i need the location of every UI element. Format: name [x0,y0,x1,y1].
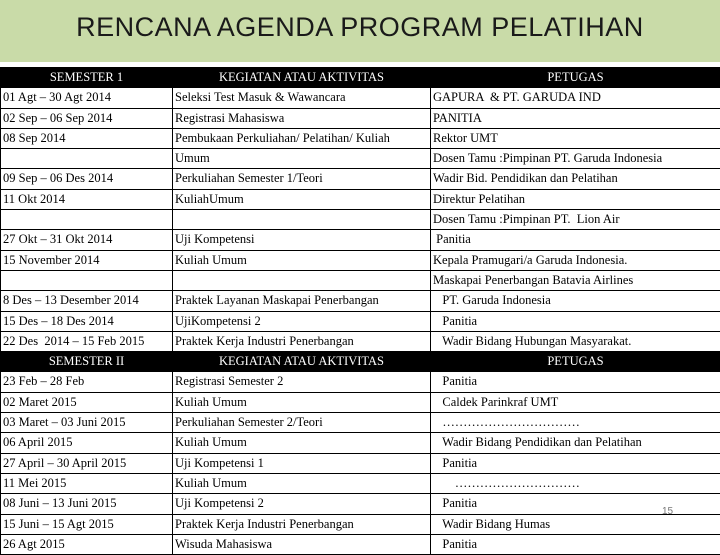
cell-text: Caldek Parinkraf UMT [433,393,718,412]
cell-text: 23 Feb – 28 Feb [3,372,170,391]
cell-text: PT. Garuda Indonesia [433,291,718,310]
cell-text: 11 Mei 2015 [3,474,170,493]
table-cell [173,270,431,290]
cell-text: …………………………… [433,413,718,432]
cell-text: PANITIA [433,109,718,128]
table-row [1,270,720,290]
cell-text: Praktek Kerja Industri Penerbangan [175,332,428,351]
table-cell [1,392,173,412]
table-cell [173,433,431,453]
table-cell [1,230,173,250]
header-cell: SEMESTER 1 [1,68,173,88]
cell-text [175,210,428,229]
cell-text: Praktek Layanan Maskapai Penerbangan [175,291,428,310]
table-cell [173,108,431,128]
cell-text: Panitia [433,494,718,513]
cell-text: Registrasi Semester 2 [175,372,428,391]
table-cell [431,210,720,230]
table-row [1,413,720,433]
cell-text: 09 Sep – 06 Des 2014 [3,169,170,188]
table-row [1,210,720,230]
table-cell [1,534,173,554]
cell-text: Umum [175,149,428,168]
cell-text: Wadir Bidang Hubungan Masyarakat. [433,332,718,351]
cell-text: 15 Juni – 15 Agt 2015 [3,515,170,534]
table-cell [431,149,720,169]
cell-text: Kuliah Umum [175,251,428,270]
table-row [1,88,720,108]
table-cell [1,88,173,108]
header-cell: SEMESTER II [1,352,173,372]
table-cell [431,291,720,311]
agenda-table [0,67,720,555]
table-cell [1,210,173,230]
table-cell [1,169,173,189]
table-cell [173,534,431,554]
table-row [1,169,720,189]
table-cell [1,433,173,453]
cell-text: 26 Agt 2015 [3,535,170,554]
cell-text: 22 Des 2014 – 15 Feb 2015 [3,332,170,351]
table-header-row [1,68,720,88]
cell-text [175,271,428,290]
table-cell [1,128,173,148]
table-row [1,453,720,473]
cell-text: Rektor UMT [433,129,718,148]
header-cell: KEGIATAN ATAU AKTIVITAS [173,68,431,88]
table-cell [431,108,720,128]
cell-text: Wadir Bidang Pendidikan dan Pelatihan [433,433,718,452]
table-cell [1,311,173,331]
cell-text [3,210,170,229]
table-cell [431,169,720,189]
cell-text [3,149,170,168]
table-row [1,291,720,311]
table-cell [1,189,173,209]
table-cell [431,514,720,534]
table-cell [431,331,720,351]
cell-text: 01 Agt – 30 Agt 2014 [3,88,170,107]
table-cell [173,413,431,433]
cell-text: Uji Kompetensi 2 [175,494,428,513]
cell-text: Wadir Bidang Humas [433,515,718,534]
cell-text: Dosen Tamu :Pimpinan PT. Garuda Indonesia [433,149,718,168]
table-cell [173,372,431,392]
table-cell [1,494,173,514]
table-cell [431,392,720,412]
table-cell [431,128,720,148]
table-cell [1,331,173,351]
table-cell [173,494,431,514]
cell-text: 02 Sep – 06 Sep 2014 [3,109,170,128]
table-cell [1,108,173,128]
cell-text: 08 Sep 2014 [3,129,170,148]
table-cell [173,392,431,412]
table-cell [1,453,173,473]
table-row [1,189,720,209]
cell-text: Uji Kompetensi 1 [175,454,428,473]
table-cell [173,291,431,311]
cell-text: KuliahUmum [175,190,428,209]
cell-text: 27 Okt – 31 Okt 2014 [3,230,170,249]
cell-text: Dosen Tamu :Pimpinan PT. Lion Air [433,210,718,229]
table-row [1,108,720,128]
table-cell [431,413,720,433]
table-cell [173,210,431,230]
table-row [1,128,720,148]
table-row [1,534,720,554]
table-cell [173,250,431,270]
table-cell [431,88,720,108]
table-row [1,149,720,169]
table-cell [431,433,720,453]
table-cell [173,189,431,209]
table-cell [431,534,720,554]
table-cell [173,128,431,148]
cell-text: Direktur Pelatihan [433,190,718,209]
cell-text: 27 April – 30 April 2015 [3,454,170,473]
header-cell: PETUGAS [431,68,720,88]
cell-text: Seleksi Test Masuk & Wawancara [175,88,428,107]
table-row [1,372,720,392]
table-row [1,311,720,331]
table-cell [1,270,173,290]
table-cell [1,372,173,392]
table-cell [173,473,431,493]
cell-text: Pembukaan Perkuliahan/ Pelatihan/ Kuliah [175,129,428,148]
cell-text: Praktek Kerja Industri Penerbangan [175,515,428,534]
cell-text: GAPURA & PT. GARUDA IND [433,88,718,107]
cell-text: 15 November 2014 [3,251,170,270]
cell-text: Wisuda Mahasiswa [175,535,428,554]
cell-text: Panitia [433,230,718,249]
table-cell [431,230,720,250]
cell-text: Kuliah Umum [175,433,428,452]
table-row [1,433,720,453]
table-row [1,250,720,270]
table-row [1,230,720,250]
table-cell [431,372,720,392]
cell-text: 11 Okt 2014 [3,190,170,209]
table-cell [173,514,431,534]
table-cell [431,250,720,270]
table-cell [173,88,431,108]
page-number: 15 [662,506,673,517]
cell-text: UjiKompetensi 2 [175,312,428,331]
table-cell [431,494,720,514]
table-cell [1,514,173,534]
cell-text: Panitia [433,312,718,331]
table-cell [1,473,173,493]
table-cell [173,311,431,331]
cell-text [3,271,170,290]
table-cell [431,270,720,290]
table-cell [173,453,431,473]
cell-text: 08 Juni – 13 Juni 2015 [3,494,170,513]
cell-text: Uji Kompetensi [175,230,428,249]
cell-text: Kuliah Umum [175,474,428,493]
cell-text: 02 Maret 2015 [3,393,170,412]
table-cell [431,453,720,473]
cell-text: Kuliah Umum [175,393,428,412]
table-row [1,514,720,534]
cell-text: Kepala Pramugari/a Garuda Indonesia. [433,251,718,270]
cell-text: ………………………… [433,474,718,493]
cell-text: Wadir Bid. Pendidikan dan Pelatihan [433,169,718,188]
table-cell [1,250,173,270]
slide-title: RENCANA AGENDA PROGRAM PELATIHAN [0,12,720,43]
table-cell [1,291,173,311]
table-row [1,473,720,493]
cell-text: 8 Des – 13 Desember 2014 [3,291,170,310]
table-cell [1,413,173,433]
table-header-row [1,352,720,372]
table-cell [173,149,431,169]
cell-text: 06 April 2015 [3,433,170,452]
table-cell [173,230,431,250]
cell-text: 15 Des – 18 Des 2014 [3,312,170,331]
header-cell: PETUGAS [431,352,720,372]
cell-text: Panitia [433,454,718,473]
table-row [1,392,720,412]
cell-text: Perkuliahan Semester 2/Teori [175,413,428,432]
table-cell [431,311,720,331]
table-cell [1,149,173,169]
table-cell [173,169,431,189]
cell-text: Maskapai Penerbangan Batavia Airlines [433,271,718,290]
cell-text: 03 Maret – 03 Juni 2015 [3,413,170,432]
table-cell [431,473,720,493]
table-row [1,494,720,514]
cell-text: Panitia [433,535,718,554]
cell-text: Panitia [433,372,718,391]
table-cell [431,189,720,209]
table-cell [173,331,431,351]
cell-text: Registrasi Mahasiswa [175,109,428,128]
cell-text: Perkuliahan Semester 1/Teori [175,169,428,188]
header-cell: KEGIATAN ATAU AKTIVITAS [173,352,431,372]
table-row [1,331,720,351]
